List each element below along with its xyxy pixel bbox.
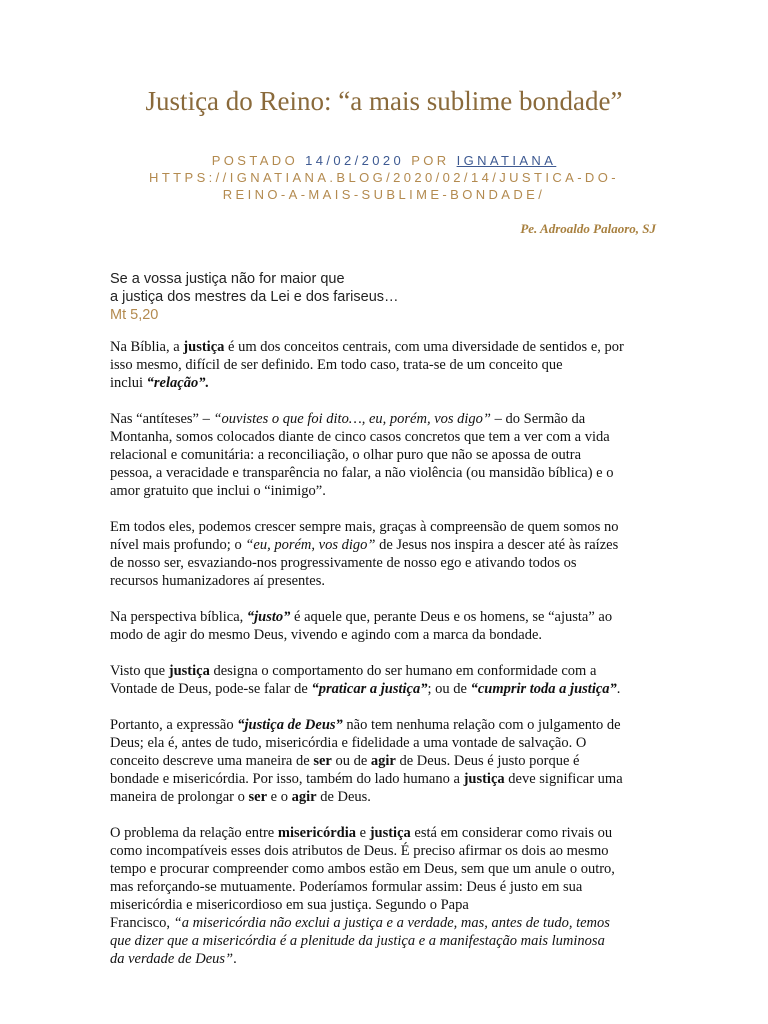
paragraph-3 — [110, 518, 660, 590]
emphasis: “justiça de Deus” — [237, 717, 343, 733]
text: conceito descreve uma maneira de — [110, 753, 314, 769]
emphasis: justiça — [168, 663, 210, 679]
text: Francisco, — [110, 915, 174, 931]
text: recursos humanizadores aí presentes. — [110, 573, 326, 589]
emphasis: “cumprir toda a justiça” — [470, 681, 617, 697]
emphasis: justiça — [369, 825, 411, 841]
paragraph-4 — [110, 608, 660, 644]
emphasis: “relação”. — [146, 375, 210, 391]
text: bondade e misericórdia. Por isso, também do lado humano a — [110, 771, 464, 787]
text: Vontade de Deus, pode-se falar de — [110, 681, 312, 697]
text: Nas “antíteses” – — [110, 411, 214, 427]
text: designa o comportamento do ser humano em conformidade com a — [209, 663, 597, 679]
text: Deus; ela é, antes de tudo, misericórdia e fidelidade a uma vontade de salvação. O — [110, 735, 587, 751]
emphasis: “justo” — [246, 609, 291, 625]
text: misericórdia e misericordioso em sua justiça. Segundo o Papa — [110, 897, 469, 913]
text: Visto que — [110, 663, 169, 679]
post-url-line2: REINO-A-MAIS-SUBLIME-BONDADE/ — [222, 187, 546, 202]
text: . — [616, 681, 621, 697]
text: de Deus. — [316, 789, 371, 805]
text: pessoa, a veracidade e transparência no falar, a não violência (ou mansidão bíblica) e o — [110, 465, 614, 481]
author-byline: Pe. Adroaldo Palaoro, SJ — [520, 221, 656, 236]
text: isso mesmo, difícil de ser definido. Em todo caso, trata-se de um conceito que — [110, 357, 563, 373]
text: é um dos conceitos centrais, com uma diversidade de sentidos e, por — [224, 339, 624, 355]
text: tempo e procurar compreender como ambos estão em Deus, sem que um anule o outro, — [110, 861, 615, 877]
epigraph-line1: Se a vossa justiça não for maior que — [110, 271, 345, 287]
text: e o — [267, 789, 292, 805]
text: modo de agir do mesmo Deus, vivendo e agindo com a marca da bondade. — [110, 627, 543, 643]
by-label: POR — [411, 153, 450, 168]
emphasis: agir — [370, 753, 396, 769]
emphasis: justiça — [183, 339, 225, 355]
emphasis: “ouvistes o que foi dito…, eu, porém, vos digo” — [213, 411, 491, 427]
text: como incompatíveis esses dois atributos de Deus. É preciso afirmar os dois ao mesmo — [110, 843, 609, 859]
text: Em todos eles, podemos crescer sempre mais, graças à compreensão de quem somos no — [110, 519, 619, 535]
paragraph-5 — [110, 662, 660, 698]
paragraph-7 — [110, 824, 660, 968]
author-link[interactable]: IGNATIANA — [456, 153, 557, 168]
post-url-line1: HTTPS://IGNATIANA.BLOG/2020/02/14/JUSTICA-DO- — [149, 170, 619, 185]
text: deve significar uma — [504, 771, 623, 787]
text: nível mais profundo; o — [110, 537, 246, 553]
text: mas reforçando-se mutuamente. Poderíamos formular assim: Deus é justo em sua — [110, 879, 583, 895]
post-meta — [110, 152, 658, 203]
text: ou de — [331, 753, 371, 769]
text: de Jesus nos inspira a descer até às raízes — [375, 537, 619, 553]
text: de nosso ser, esvaziando-nos progressivamente de nosso ego e ativando todos os — [110, 555, 577, 571]
text: Na perspectiva bíblica, — [110, 609, 247, 625]
emphasis: “praticar a justiça” — [311, 681, 428, 697]
paragraph-6 — [110, 716, 660, 806]
text: relacional e comunitária: a reconciliação, o olhar puro que não se apossa de outra — [110, 447, 582, 463]
text: maneira de prolongar o — [110, 789, 249, 805]
text: não tem nenhuma relação com o julgamento de — [342, 717, 621, 733]
quote: que dizer que a misericórdia é a plenitude da justiça e a manifestação mais luminosa — [110, 933, 605, 949]
epigraph — [110, 270, 658, 324]
text: – do Sermão da — [491, 411, 586, 427]
text: . — [233, 951, 237, 967]
text: é aquele que, perante Deus e os homens, se “ajusta” ao — [290, 609, 613, 625]
text: e — [356, 825, 370, 841]
text: de Deus. Deus é justo porque é — [395, 753, 580, 769]
quote: da verdade de Deus” — [110, 951, 234, 967]
post-date: 14/02/2020 — [305, 153, 405, 168]
page-title: Justiça do Reino: “a mais sublime bondade” — [145, 86, 623, 116]
text: Na Bíblia, a — [110, 339, 184, 355]
epigraph-reference: Mt 5,20 — [110, 307, 159, 323]
paragraph-2 — [110, 410, 660, 500]
text: amor gratuito que inclui o “inimigo”. — [110, 483, 326, 499]
epigraph-line2: a justiça dos mestres da Lei e dos fariseus… — [110, 289, 399, 305]
emphasis: agir — [291, 789, 317, 805]
posted-label: POSTADO — [211, 153, 299, 168]
emphasis: “eu, porém, vos digo” — [245, 537, 376, 553]
text: inclui — [110, 375, 147, 391]
text: Montanha, somos colocados diante de cinco casos concretos que tem a ver com a vida — [110, 429, 610, 445]
quote: “a misericórdia não exclui a justiça e a verdade, mas, antes de tudo, temos — [173, 915, 610, 931]
emphasis: justiça — [463, 771, 505, 787]
emphasis: ser — [248, 789, 268, 805]
article-body — [110, 338, 660, 986]
text: Portanto, a expressão — [110, 717, 238, 733]
emphasis: misericórdia — [277, 825, 356, 841]
text: O problema da relação entre — [110, 825, 278, 841]
emphasis: ser — [313, 753, 332, 769]
paragraph-1 — [110, 338, 660, 392]
text: está em considerar como rivais ou — [410, 825, 613, 841]
text: ; ou de — [427, 681, 471, 697]
